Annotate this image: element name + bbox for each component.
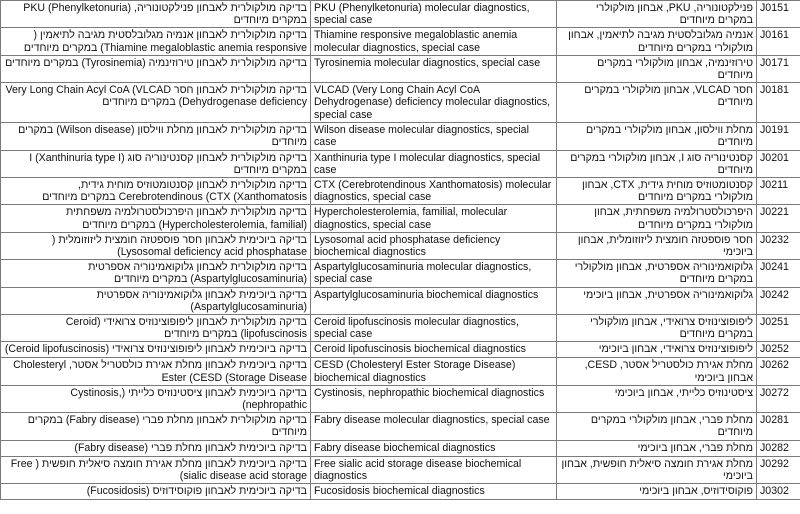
- hebrew-short-name-cell: פנילקטונוריה, PKU, אבחון מולקולרי במקרים מיוחדים: [557, 1, 757, 28]
- english-description-cell: Wilson disease molecular diagnostics, special case: [311, 123, 557, 150]
- hebrew-short-name-cell: פוקוסידוזיס, אבחון ביוכימי: [557, 484, 757, 500]
- table-row: [1, 385, 800, 412]
- english-description-cell: Fucosidosis biochemical diagnostics: [311, 484, 557, 500]
- hebrew-short-name-cell: מחלת ווילסון, אבחון מולקולרי במקרים מיוחדים: [557, 123, 757, 150]
- hebrew-description-cell: בדיקה מולקולרית לאבחון היפרכולסטרולמיה משפחתית (Hypercholesterolemia, familial) במקרים מיוחדים: [1, 205, 311, 232]
- hebrew-short-name-cell: טירוזינמיה, אבחון מולקולרי במקרים מיוחדים: [557, 55, 757, 82]
- hebrew-description-cell: בדיקה ביוכימית לאבחון מחלת אגירת כולסטריל אסטר, Cholesteryl Ester (CESD (Storage Disease: [1, 358, 311, 385]
- english-description-cell: Aspartylglucosaminuria molecular diagnostics, special case: [311, 260, 557, 287]
- hebrew-description-cell: בדיקה ביוכימית לאבחון ליפופוצינוזיס צרואידי (Ceroid lipofuscinosis): [1, 342, 311, 358]
- hebrew-description-cell: בדיקה מולקולרית לאבחון אנמיה מגלובלסטית מגיבה לתיאמין ( Thiamine megaloblastic anemia responsive) במקרים מיוחדים: [1, 28, 311, 55]
- code-cell: J0211: [757, 178, 800, 205]
- hebrew-description-cell: בדיקה ביוכימית לאבחון מחלת פברי (Fabry disease): [1, 440, 311, 456]
- hebrew-short-name-cell: ליפופוצינוזיס צרואידי, אבחון מולקולרי במקרים מיוחדים: [557, 315, 757, 342]
- code-cell: J0201: [757, 150, 800, 177]
- table-row: [1, 260, 800, 287]
- code-cell: J0262: [757, 358, 800, 385]
- code-cell: J0252: [757, 342, 800, 358]
- table-row: [1, 315, 800, 342]
- english-description-cell: Fabry disease biochemical diagnostics: [311, 440, 557, 456]
- code-cell: J0302: [757, 484, 800, 500]
- table-row: [1, 178, 800, 205]
- hebrew-short-name-cell: ציסטינוזיס כלייתי, אבחון ביוכימי: [557, 385, 757, 412]
- code-cell: J0191: [757, 123, 800, 150]
- hebrew-description-cell: בדיקה ביוכימית לאבחון חסר פוספטזה חומצית ליזוזומלית ( Lysosomal deficiency acid phosphatase): [1, 232, 311, 259]
- hebrew-description-cell: בדיקה מולקולרית לאבחון פנילקטונוריה, PKU (Phenylketonuria) במקרים מיוחדים: [1, 1, 311, 28]
- table-row: [1, 413, 800, 440]
- hebrew-description-cell: בדיקה מולקולרית לאבחון מחלת ווילסון (Wilson disease) במקרים מיוחדים: [1, 123, 311, 150]
- table-body: [1, 1, 800, 500]
- code-cell: J0161: [757, 28, 800, 55]
- english-description-cell: Xanthinuria type I molecular diagnostics, special case: [311, 150, 557, 177]
- hebrew-description-cell: בדיקה ביוכימית לאבחון גלוקואמינוריה אספרטית (Aspartylglucosaminuria): [1, 287, 311, 314]
- hebrew-short-name-cell: ליפופוצינוזיס צרואידי, אבחון ביוכימי: [557, 342, 757, 358]
- english-description-cell: Ceroid lipofuscinosis biochemical diagnostics: [311, 342, 557, 358]
- table-row: [1, 232, 800, 259]
- code-cell: J0221: [757, 205, 800, 232]
- hebrew-short-name-cell: היפרכולסטרולמיה משפחתית, אבחון מולקולרי במקרים מיוחדים: [557, 205, 757, 232]
- code-cell: J0281: [757, 413, 800, 440]
- code-cell: J0251: [757, 315, 800, 342]
- english-description-cell: Thiamine responsive megaloblastic anemia molecular diagnostics, special case: [311, 28, 557, 55]
- hebrew-description-cell: בדיקה מולקולרית לאבחון טירוזינמיה (Tyrosinemia) במקרים מיוחדים: [1, 55, 311, 82]
- code-cell: J0282: [757, 440, 800, 456]
- hebrew-description-cell: בדיקה מולקולרית לאבחון קסנטומטוזיס מוחית גידית, Cerebrotendinous (CTX (Xanthomatosis במקרים מיוחדים: [1, 178, 311, 205]
- hebrew-short-name-cell: קסנטומטוזיס מוחית גידית, CTX, אבחון מולקולרי במקרים מיוחדים: [557, 178, 757, 205]
- hebrew-short-name-cell: חסר פוספטזה חומצית ליזוזומלית, אבחון ביוכימי: [557, 232, 757, 259]
- hebrew-short-name-cell: גלוקואמינוריה אספרטית, אבחון מולקולרי במקרים מיוחדים: [557, 260, 757, 287]
- table-row: [1, 205, 800, 232]
- hebrew-short-name-cell: גלוקואמינוריה אספרטית, אבחון ביוכימי: [557, 287, 757, 314]
- english-description-cell: VLCAD (Very Long Chain Acyl CoA Dehydrogenase) deficiency molecular diagnostics, special case: [311, 83, 557, 123]
- table-row: [1, 55, 800, 82]
- code-cell: J0151: [757, 1, 800, 28]
- code-cell: J0242: [757, 287, 800, 314]
- table-row: [1, 28, 800, 55]
- table-row: [1, 1, 800, 28]
- hebrew-short-name-cell: חסר VLCAD, אבחון מולקולרי במקרים מיוחדים: [557, 83, 757, 123]
- hebrew-description-cell: בדיקה מולקולרית לאבחון חסר Very Long Chain Acyl CoA (VLCAD (Dehydrogenase deficiency במקרים מיוחדים: [1, 83, 311, 123]
- code-cell: J0292: [757, 456, 800, 483]
- code-cell: J0241: [757, 260, 800, 287]
- table-row: [1, 358, 800, 385]
- hebrew-description-cell: בדיקה מולקולרית לאבחון מחלת פברי (Fabry disease) במקרים מיוחדים: [1, 413, 311, 440]
- english-description-cell: PKU (Phenylketonuria) molecular diagnostics, special case: [311, 1, 557, 28]
- english-description-cell: Cystinosis, nephropathic biochemical diagnostics: [311, 385, 557, 412]
- hebrew-description-cell: בדיקה ביוכימית לאבחון פוקוסידוזיס (Fucosidosis): [1, 484, 311, 500]
- hebrew-short-name-cell: אנמיה מגלובלסטית מגיבה לתיאמין, אבחון מולקולרי במקרים מיוחדים: [557, 28, 757, 55]
- english-description-cell: Ceroid lipofuscinosis molecular diagnostics, special case: [311, 315, 557, 342]
- english-description-cell: CTX (Cerebrotendinous Xanthomatosis) molecular diagnostics, special case: [311, 178, 557, 205]
- table-row: [1, 484, 800, 500]
- english-description-cell: Hypercholesterolemia, familial, molecular diagnostics, special case: [311, 205, 557, 232]
- table-row: [1, 342, 800, 358]
- code-cell: J0232: [757, 232, 800, 259]
- hebrew-description-cell: בדיקה ביוכימית לאבחון מחלת אגירת חומצה סיאלית חופשית ( Free sialic disease acid storage): [1, 456, 311, 483]
- table-row: [1, 456, 800, 483]
- english-description-cell: Fabry disease molecular diagnostics, special case: [311, 413, 557, 440]
- hebrew-short-name-cell: מחלת פברי, אבחון מולקולרי במקרים מיוחדים: [557, 413, 757, 440]
- hebrew-description-cell: בדיקה מולקולרית לאבחון גלוקואמינוריה אספרטית (Aspartylglucosaminuria) במקרים מיוחדים: [1, 260, 311, 287]
- table-row: [1, 150, 800, 177]
- english-description-cell: CESD (Cholesteryl Ester Storage Disease) biochemical diagnostics: [311, 358, 557, 385]
- hebrew-description-cell: בדיקה מולקולרית לאבחון ליפופוצינוזיס צרואידי (Ceroid lipofuscinosis) במקרים מיוחדים: [1, 315, 311, 342]
- table-row: [1, 123, 800, 150]
- code-cell: J0181: [757, 83, 800, 123]
- english-description-cell: Free sialic acid storage disease biochemical diagnostics: [311, 456, 557, 483]
- code-cell: J0171: [757, 55, 800, 82]
- table-row: [1, 440, 800, 456]
- hebrew-short-name-cell: מחלת פברי, אבחון ביוכימי: [557, 440, 757, 456]
- table-row: [1, 287, 800, 314]
- hebrew-short-name-cell: קסנטינוריה סוג I, אבחון מולקולרי במקרים מיוחדים: [557, 150, 757, 177]
- hebrew-short-name-cell: מחלת אגירת כולסטריל אסטר, CESD, אבחון ביוכימי: [557, 358, 757, 385]
- hebrew-description-cell: בדיקה ביוכימית לאבחון ציסטינוזיס כלייתי (Cystinosis, nephropathic): [1, 385, 311, 412]
- english-description-cell: Tyrosinemia molecular diagnostics, special case: [311, 55, 557, 82]
- english-description-cell: Lysosomal acid phosphatase deficiency biochemical diagnostics: [311, 232, 557, 259]
- table-row: [1, 83, 800, 123]
- hebrew-short-name-cell: מחלת אגירת חומצה סיאלית חופשית, אבחון ביוכימי: [557, 456, 757, 483]
- hebrew-description-cell: בדיקה מולקולרית לאבחון קסנטינוריה סוג I (Xanthinuria type I) במקרים מיוחדים: [1, 150, 311, 177]
- english-description-cell: Aspartylglucosaminuria biochemical diagnostics: [311, 287, 557, 314]
- code-cell: J0272: [757, 385, 800, 412]
